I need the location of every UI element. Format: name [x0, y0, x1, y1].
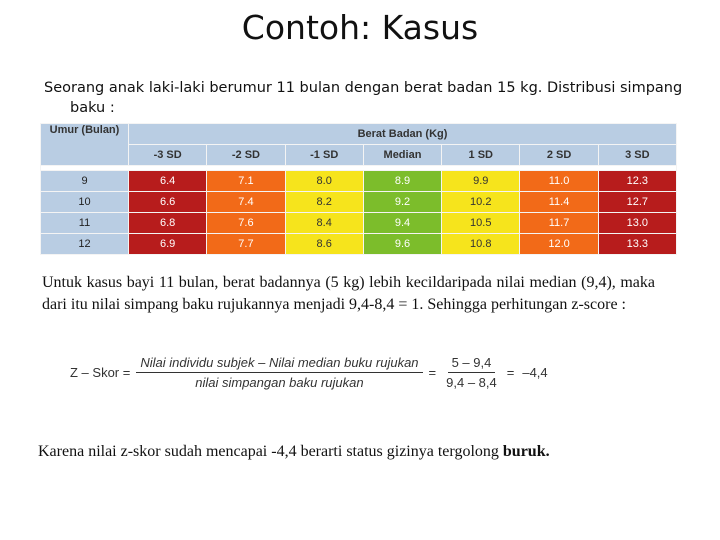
- formula-lhs: Z – Skor =: [70, 365, 131, 380]
- column-header: -1 SD: [285, 145, 363, 166]
- conclusion-emphasis: buruk.: [502, 443, 550, 460]
- age-cell: 10: [41, 192, 129, 213]
- value-cell: 8.4: [285, 213, 363, 234]
- formula-equals: =: [428, 365, 437, 380]
- value-cell: 9.4: [363, 213, 441, 234]
- column-header: -2 SD: [207, 145, 285, 166]
- value-cell: 8.9: [363, 171, 441, 192]
- value-cell: 10.5: [442, 213, 520, 234]
- formula-equals-2: =: [506, 365, 515, 380]
- slide-title: Contoh: Kasus: [241, 8, 479, 47]
- table-row: [41, 171, 677, 192]
- growth-table: [40, 123, 677, 253]
- formula-result: –4,4: [522, 365, 548, 380]
- value-cell: 9.2: [363, 192, 441, 213]
- age-cell: 9: [41, 171, 129, 192]
- value-cell: 8.6: [285, 234, 363, 255]
- value-cell: 11.4: [520, 192, 598, 213]
- value-cell: 12.7: [598, 192, 676, 213]
- value-cell: 13.3: [598, 234, 676, 255]
- table-row: [41, 213, 677, 234]
- value-cell: 13.0: [598, 213, 676, 234]
- column-header: -3 SD: [129, 145, 207, 166]
- value-cell: 11.0: [520, 171, 598, 192]
- conclusion-text: [38, 443, 698, 461]
- value-cell: 10.2: [442, 192, 520, 213]
- value-cell: 8.0: [285, 171, 363, 192]
- zscore-formula: [70, 350, 670, 395]
- value-cell: 7.7: [207, 234, 285, 255]
- value-cell: 9.9: [442, 171, 520, 192]
- intro-line-1: Seorang anak laki-laki berumur 11 bulan dengan berat badan 15 kg. Distribusi simpang: [44, 80, 683, 96]
- value-cell: 11.7: [520, 213, 598, 234]
- value-cell: 12.3: [598, 171, 676, 192]
- intro-line-2: baku :: [70, 100, 115, 116]
- column-header: Median: [363, 145, 441, 166]
- column-header: 2 SD: [520, 145, 598, 166]
- value-cell: 10.8: [442, 234, 520, 255]
- table-row: [41, 234, 677, 255]
- column-header: 3 SD: [598, 145, 676, 166]
- explanation-text: Untuk kasus bayi 11 bulan, berat badannya (5 kg) lebih kecildaripada nilai median (9,4), maka dari itu nilai simpang baku rujukannya menjadi 9,4-8,4 = 1. Sehingga perhitungan z-score :: [42, 274, 655, 313]
- value-cell: 8.2: [285, 192, 363, 213]
- column-header: 1 SD: [442, 145, 520, 166]
- value-cell: 6.8: [129, 213, 207, 234]
- intro-text: [44, 78, 684, 118]
- value-cell: 6.6: [129, 192, 207, 213]
- age-column-header: Umur (Bulan): [41, 124, 129, 166]
- table-row: [41, 192, 677, 213]
- value-cell: 9.6: [363, 234, 441, 255]
- value-cell: 7.6: [207, 213, 285, 234]
- age-cell: 11: [41, 213, 129, 234]
- formula-denominator: nilai simpangan baku rujukan: [195, 375, 364, 390]
- value-cell: 12.0: [520, 234, 598, 255]
- value-cell: 6.9: [129, 234, 207, 255]
- formula-denominator-values: 9,4 – 8,4: [446, 375, 497, 390]
- formula-numerator: Nilai individu subjek – Nilai median buku rujukan: [136, 355, 422, 373]
- weight-group-header: Berat Badan (Kg): [129, 124, 677, 145]
- value-cell: 6.4: [129, 171, 207, 192]
- value-cell: 7.4: [207, 192, 285, 213]
- age-cell: 12: [41, 234, 129, 255]
- value-cell: 7.1: [207, 171, 285, 192]
- formula-fraction-values: [442, 355, 501, 390]
- formula-numerator-values: 5 – 9,4: [448, 355, 496, 373]
- conclusion-body: Karena nilai z-skor sudah mencapai -4,4 berarti status gizinya tergolong: [38, 443, 503, 460]
- formula-fraction: [136, 355, 422, 390]
